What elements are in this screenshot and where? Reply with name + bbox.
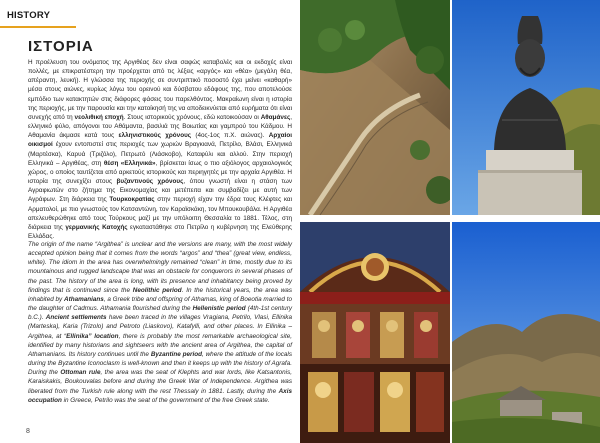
text-run: εγκαταστάθηκε στο Πετρίλο η κυβέρνηση της Ελεύθερης Ελλάδας.	[28, 223, 292, 240]
text-run: , there is probably the most remarkable archaeological site, identified by many historians and sightseers with the ancient area of Argithea, the capital of Athamanians. Its history continues until the	[28, 332, 293, 358]
english-paragraph	[28, 240, 292, 405]
text-run: (4th-1st century b.C.).	[28, 305, 292, 322]
section-accent-bar	[0, 26, 76, 28]
text-run: , βρίσκεται ίσως ο πιο αξιόλογος αρχαιολογικός χώρος, ο οποίος ταυτίζεται από αρκετούς ιστορικούς και περιηγητές με την αρχαία Αργιθέα. Η ιστορία της συνεχίζει στους	[28, 159, 292, 186]
highlighted-term: Byzantine period	[150, 350, 202, 358]
photo-mountain-landscape	[452, 222, 600, 443]
highlighted-term: Ancient settlements	[45, 314, 107, 322]
article-title: ΙΣΤΟΡΙΑ	[28, 38, 94, 55]
text-run: in Greece, Petrilo was the seat of the government of the free Greek state.	[61, 396, 270, 404]
text-run: στην περιοχή είχαν την έδρα τους Κλέφτες και Αρματολοί, με πιο γνωστούς τον Κατσαντώνη, τον Καραϊσκάκη, τον Μπουκουβάλα. Η Αργιθέα απελευθερώθηκε από τους Τούρκους μαζί με την υπόλοιπη Θεσσαλία το 1881. Τέλος, στη διάρκεια της	[28, 196, 292, 231]
church-frescoes-image	[300, 222, 450, 443]
text-run: , a Greek tribe and offspring of Athamas, king of Boeotia married to the daughter of Cadmus. Athamania flourished during the	[28, 295, 292, 313]
bust-statue-image	[452, 0, 600, 215]
highlighted-term: Axis occupation	[28, 387, 292, 404]
highlighted-term: ελληνιστικούς χρόνους	[118, 132, 192, 140]
text-run: have been traced in the villages Vragiana, Petrilo, Vlasi, Ellinika (Marteska), Karia (Trizolo) and Petroto (Liaskovo), Katafylli, and other places. In Ellinika – Argithea, at “	[28, 314, 292, 340]
text-run: The origin of the name “Argithea” is unclear and the versions are many, with the most widely accepted opinion being that it comes from the words “argos” and “thea” (great view, endless, white). The idiom in the area has overwhelmingly remained “clean” in time, mostly due to its mountainous and rugged landscape that was an obstacle for conquerors in several phases of the past. The history of the area is long, with its presence and inhabitancy being proved by findings that is continued since the	[28, 241, 292, 294]
english-text-block	[28, 240, 292, 405]
photo-mountain-path	[300, 0, 450, 215]
text-run: Η προέλευση του ονόματος της Αργιθέας δεν είναι σαφώς καταβολές και οι εκδοχές είναι πολλές, με επικρατέστερη την προέρχεται από τις λέξεις «αργός» και «θέα» (μεγάλη θέα, απέραντη, λευκή). Η γλώσσα της περιοχής σε συντριπτικό ποσοστό έχει μείνει «καθαρή» μέσα στους αιώνες, κυρίως λόγω του ορεινού και δύσβατου εδάφους της, που αποτελούσε εμπόδιο των κατακτητών στις διάφορες φάσεις του παρελθόντος. Μακραίωνη είναι η ιστορία της περιοχής, με την παρουσία και την κατοίκησή της να αποδεικνύεται από ευρήματα ότι είναι συνεχής από τη	[28, 59, 292, 121]
highlighted-term: Αρχαίοι οικισμοί	[28, 132, 292, 149]
mountain-landscape-image	[452, 222, 600, 443]
highlighted-term: Neolithic period	[132, 286, 182, 294]
highlighted-term: γερμανικής Κατοχής	[65, 223, 128, 231]
text-run: (4ος-1ος π.Χ. αιώνας).	[191, 132, 269, 140]
mountain-path-image	[300, 0, 450, 215]
text-run: , where the attitude of the locals during the Byzantine Iconoclasm is well-known and then it keeps up with the history of Agrafa. During the	[28, 350, 293, 377]
section-label: HISTORY	[7, 10, 51, 21]
text-run: . Στους ιστορικούς χρόνους, εδώ κατοικούσαν οι	[123, 113, 261, 121]
text-run: , ελληνικό φύλο, απόγονοι του Αθάμαντα, βασιλιά της Βοιωτίας και γαμπρού του Κάδμου. Η Αθαμανία άκμασε κατά τους	[28, 113, 293, 140]
photo-church-frescoes	[300, 222, 450, 443]
greek-paragraph	[28, 58, 292, 241]
highlighted-term: θέση «Ελληνικά»	[103, 159, 156, 167]
text-run: , όπου γνωστή είναι η στάση των Αγραφιωτών στο ζήτημα της Εικονομαχίας και μετέπειτα και συμβαδίζει με αυτή των Αγράφων. Στη διάρκεια της	[28, 178, 292, 204]
text-run: . In the historical years, the area was inhabited by	[28, 286, 292, 303]
highlighted-term: Ottoman rule	[60, 369, 101, 377]
highlighted-term: Athamanians	[64, 295, 104, 303]
highlighted-term: βυζαντινούς χρόνους	[116, 178, 184, 186]
highlighted-term: Τουρκοκρατίας	[109, 196, 155, 204]
highlighted-term: Αθαμάνες	[260, 113, 291, 121]
page-number: 8	[26, 428, 30, 435]
text-run: έχουν εντοπιστεί στις περιοχές των χωριών Βραγκιανά, Πετρίλο, Βλάσι, Ελληνικά (Μαρτέσκα), Καρυά (Τριζόλο), Πετρωτό (Λιάσκοβο), Καταφύλι και αλλού. Στην περιοχή Ελληνικά – Αργιθέας, στη	[28, 141, 292, 167]
text-run: , the area was the seat of Klephts and war lords, like Katsantonis, Karaiskakis, Boukouvalas before and during the Greek War of Independence. Argithea was liberated from the Turkish rule along with the rest Thessaly in 1881. Lastly, during the	[28, 369, 293, 395]
photo-bust-statue	[452, 0, 600, 215]
highlighted-term: νεολιθική εποχή	[74, 113, 124, 121]
highlighted-term: Ellinika” location	[66, 332, 119, 340]
highlighted-term: Hellenistic period	[192, 305, 246, 313]
section-tab	[0, 6, 72, 26]
greek-text-block	[28, 58, 292, 241]
